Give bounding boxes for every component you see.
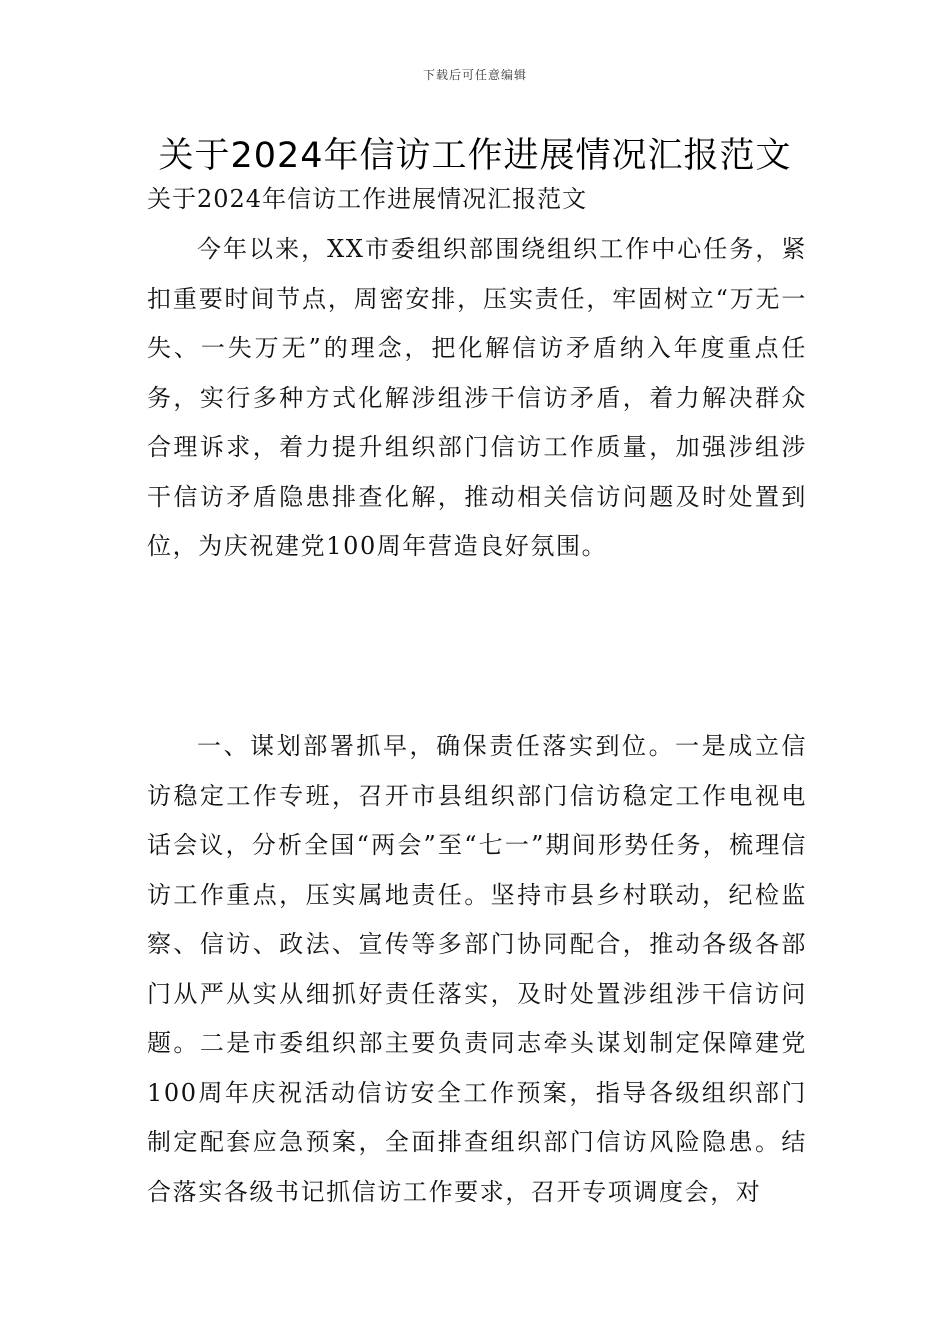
header-note: 下载后可任意编辑	[422, 68, 527, 82]
body-paragraph: 一、谋划部署抓早，确保责任落实到位。一是成立信访稳定工作专班，召开市县组织部门信访稳定工作电视电话会议，分析全国“两会”至“七一”期间形势任务，梳理信访工作重点，压实属地责任。坚持市县乡村联动，纪检监察、信访、政法、宣传等多部门协同配合，推动各级各部门从严从实从细抓好责任落实，及时处置涉组涉干信访问题。二是市委组织部主要负责同志牵头谋划制定保障建党100周年庆祝活动信访安全工作预案，指导各级组织部门制定配套应急预案，全面排查组织部门信访风险隐患。结合落实各级书记抓信访工作要求，召开专项调度会，对	[147, 732, 807, 1206]
body-paragraph: 今年以来，XX市委组织部围绕组织工作中心任务，紧扣重要时间节点，周密安排，压实责任，牢固树立“万无一失、一失万无”的理念，把化解信访矛盾纳入年度重点任务，实行多种方式化解涉组涉干信访矛盾，着力解决群众合理诉求，着力提升组织部门信访工作质量，加强涉组涉干信访矛盾隐患排查化解，推动相关信访问题及时处置到位，为庆祝建党100周年营造良好氛围。	[147, 235, 807, 560]
document-subtitle: 关于2024年信访工作进展情况汇报范文	[147, 185, 588, 213]
document-title: 关于2024年信访工作进展情况汇报范文	[158, 136, 792, 176]
